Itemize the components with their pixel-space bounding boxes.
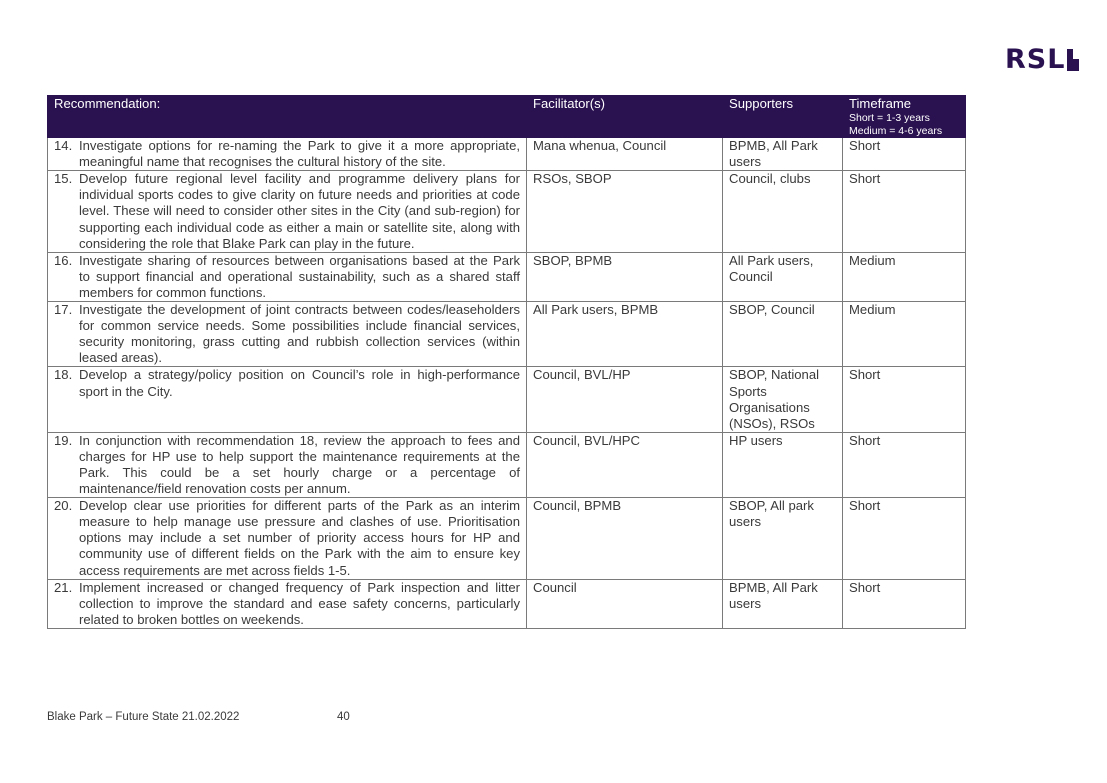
recommendation-text: Investigate the development of joint contracts between codes/leaseholders for common service needs. Some possibilities include financial services, security monitoring, grass cutting and rubbish collection services (within leased areas). xyxy=(79,302,520,366)
supporters-cell: SBOP, National Sports Organisations (NSOs), RSOs xyxy=(723,367,843,432)
recommendation-text: Implement increased or changed frequency of Park inspection and litter collection to improve the standard and ease safety concerns, particularly related to broken bottles on weekends. xyxy=(79,579,520,627)
rsl-logo xyxy=(1005,44,1079,75)
timeframe-short-note: Short = 1-3 years xyxy=(849,112,930,125)
timeframe-cell: Medium xyxy=(843,302,966,367)
row-number: 20. xyxy=(54,498,73,514)
timeframe-cell: Short xyxy=(843,171,966,252)
supporters-cell: BPMB, All Park users xyxy=(723,579,843,628)
row-number: 17. xyxy=(54,302,73,318)
header-timeframe xyxy=(843,96,966,138)
supporters-cell: Council, clubs xyxy=(723,171,843,252)
facilitators-cell: SBOP, BPMB xyxy=(527,252,723,301)
timeframe-cell: Short xyxy=(843,498,966,579)
recommendation-cell xyxy=(48,432,527,497)
facilitators-cell: Council xyxy=(527,579,723,628)
recommendation-cell xyxy=(48,138,527,171)
row-number: 19. xyxy=(54,432,73,448)
timeframe-cell: Short xyxy=(843,367,966,432)
row-number: 14. xyxy=(54,138,73,154)
table-row xyxy=(48,138,966,171)
facilitators-cell: All Park users, BPMB xyxy=(527,302,723,367)
table-row xyxy=(48,171,966,252)
table-row xyxy=(48,302,966,367)
timeframe-medium-note: Medium = 4-6 years xyxy=(849,124,943,137)
footer-page-number: 40 xyxy=(337,711,350,723)
logo-mark-icon xyxy=(1067,49,1079,71)
supporters-cell: BPMB, All Park users xyxy=(723,138,843,171)
recommendation-text: In conjunction with recommendation 18, review the approach to fees and charges for HP use to help support the maintenance requirements at the Park. This could be a set hourly charge or a percentage of maintenance/field renovation costs per annum. xyxy=(79,432,520,497)
row-number: 18. xyxy=(54,367,73,383)
row-number: 15. xyxy=(54,171,73,187)
supporters-cell: HP users xyxy=(723,432,843,497)
table-row xyxy=(48,432,966,497)
supporters-cell: SBOP, Council xyxy=(723,302,843,367)
logo-text: RSL xyxy=(1005,44,1066,75)
recommendation-text: Develop a strategy/policy position on Council’s role in high-performance sport in the City. xyxy=(79,367,520,399)
timeframe-cell: Short xyxy=(843,579,966,628)
recommendation-cell xyxy=(48,171,527,252)
header-facilitators: Facilitator(s) xyxy=(527,96,723,138)
facilitators-cell: Council, BVL/HP xyxy=(527,367,723,432)
recommendation-text: Develop clear use priorities for different parts of the Park as an interim measure to help manage use pressure and clashes of use. Prioritisation options may include a set number of priority access hours for HP and community use of different fields on the Park with the aim to ensure key access requirements are met across fields 1-5. xyxy=(79,498,520,578)
facilitators-cell: RSOs, SBOP xyxy=(527,171,723,252)
recommendation-cell xyxy=(48,579,527,628)
recommendation-text: Investigate sharing of resources between organisations based at the Park to support financial and operational sustainability, such as a shared staff members for common functions. xyxy=(79,252,520,300)
header-timeframe-label: Timeframe xyxy=(849,96,912,111)
header-supporters: Supporters xyxy=(723,96,843,138)
table-row xyxy=(48,579,966,628)
table-row xyxy=(48,367,966,432)
facilitators-cell: Mana whenua, Council xyxy=(527,138,723,171)
table-header-row xyxy=(48,96,966,138)
recommendation-cell xyxy=(48,302,527,367)
row-number: 21. xyxy=(54,579,73,595)
recommendation-cell xyxy=(48,367,527,432)
facilitators-cell: Council, BVL/HPC xyxy=(527,432,723,497)
row-number: 16. xyxy=(54,252,73,268)
recommendation-text: Investigate options for re-naming the Park to give it a more appropriate, meaningful name that recognises the cultural history of the site. xyxy=(79,138,520,170)
recommendation-cell xyxy=(48,252,527,301)
timeframe-cell: Short xyxy=(843,432,966,497)
header-recommendation: Recommendation: xyxy=(48,96,527,138)
supporters-cell: All Park users, Council xyxy=(723,252,843,301)
recommendations-table xyxy=(47,95,966,629)
supporters-cell: SBOP, All park users xyxy=(723,498,843,579)
recommendation-cell xyxy=(48,498,527,579)
recommendation-text: Develop future regional level facility and programme delivery plans for individual sports codes to give clarity on future needs and priorities at code level. These will need to consider other sites in the City (and sub-region) for supporting each individual code as either a main or satellite site, along with considering the role that Blake Park can play in the future. xyxy=(79,171,520,251)
timeframe-cell: Medium xyxy=(843,252,966,301)
table-row xyxy=(48,498,966,579)
facilitators-cell: Council, BPMB xyxy=(527,498,723,579)
timeframe-cell: Short xyxy=(843,138,966,171)
footer-document-title: Blake Park – Future State 21.02.2022 xyxy=(47,711,240,723)
table-row xyxy=(48,252,966,301)
